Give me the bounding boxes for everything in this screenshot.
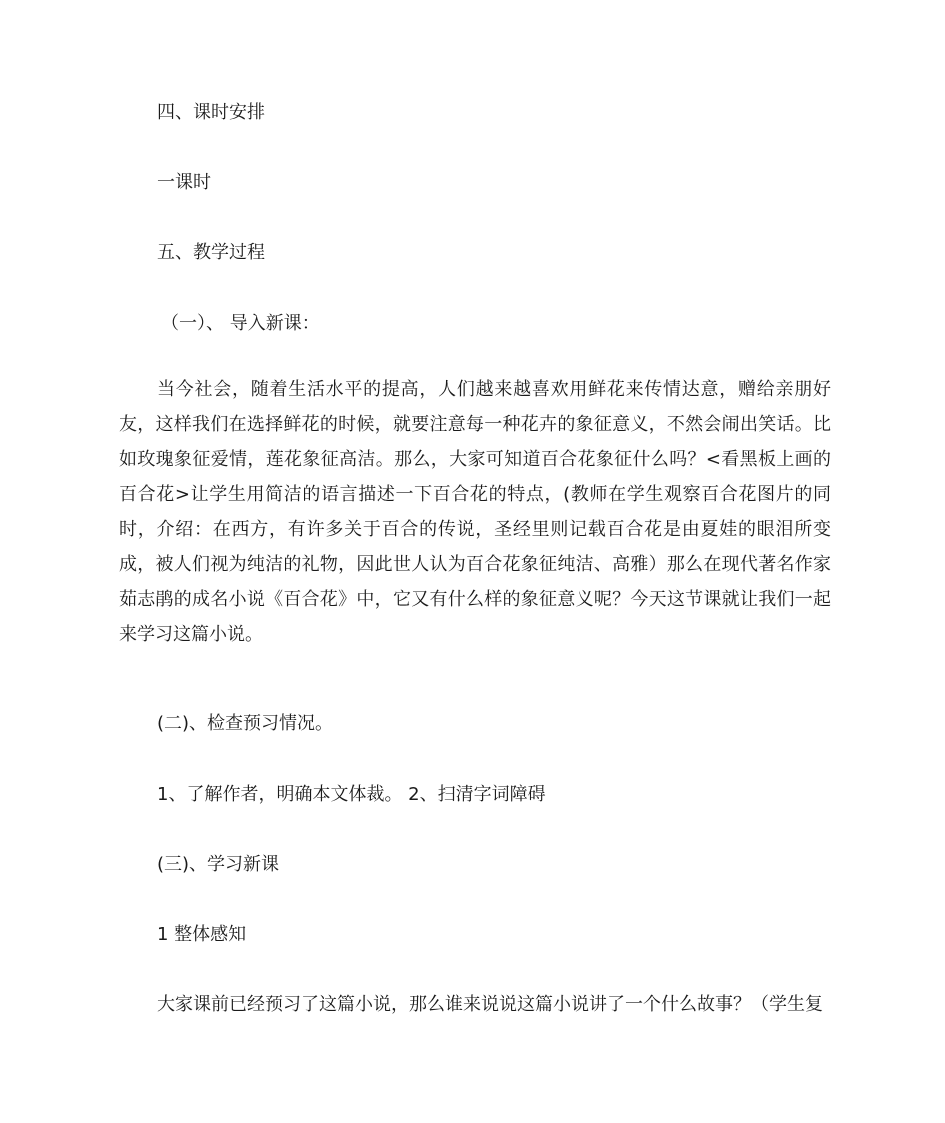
overall-perception: 1 整体感知 — [157, 924, 247, 945]
section-four-heading: 四、课时安排 — [157, 102, 265, 123]
section-five-heading: 五、教学过程 — [157, 242, 265, 263]
step-two-heading: (二)、检查预习情况。 — [157, 713, 334, 734]
question-paragraph: 大家课前已经预习了这篇小说，那么谁来说说这篇小说讲了一个什么故事？（学生复 — [157, 994, 823, 1015]
lesson-count: 一课时 — [157, 172, 211, 193]
step-three-heading: (三)、学习新课 — [157, 854, 280, 875]
intro-paragraph: 当今社会，随着生活水平的提高，人们越来越喜欢用鲜花来传情达意，赠给亲朋好友，这样我们在选择鲜花的时候，就要注意每一种花卉的象征意义，不然会闹出笑话。比如玫瑰象征爱情，莲花象征高洁。那么，大家可知道百合花象征什么吗？<看黑板上画的百合花>让学生用简洁的语言描述一下百合花的特点，(教师在学生观察百合花图片的同时，介绍：在西方，有许多关于百合的传说，圣经里则记载百合花是由夏娃的眼泪所变成，被人们视为纯洁的礼物，因此世人认为百合花象征纯洁、高雅）那么在现代著名作家茹志鹃的成名小说《百合花》中，它又有什么样的象征意义呢？今天这节课就让我们一起来学习这篇小说。 — [119, 379, 831, 645]
step-one-heading: （一）、 导入新课： — [161, 313, 320, 334]
preview-items: 1、了解作者，明确本文体裁。 2、扫清字词障碍 — [157, 784, 546, 805]
